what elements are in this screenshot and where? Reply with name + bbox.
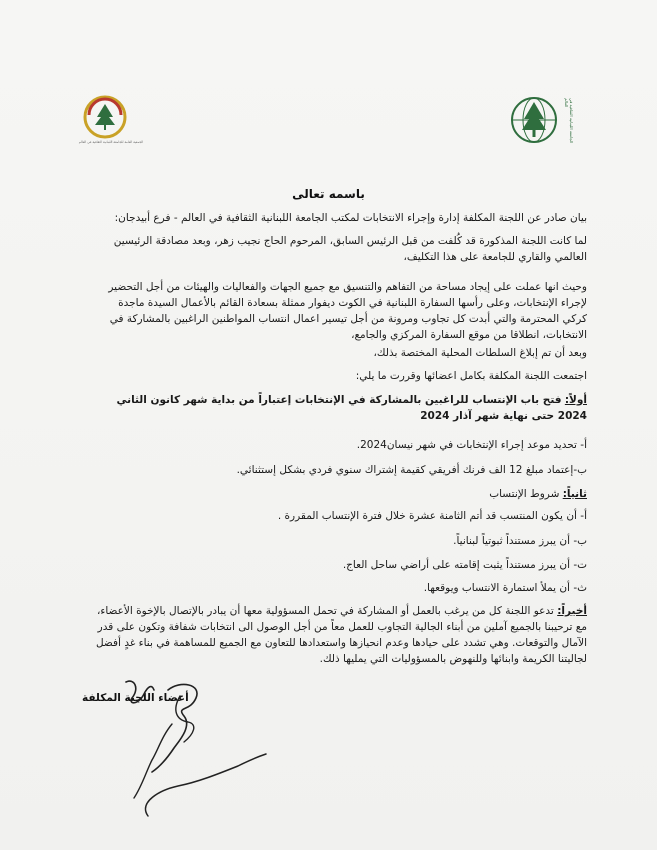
section-last xyxy=(96,603,587,667)
cedar-emblem-icon xyxy=(83,95,127,139)
first-label: أولاً: xyxy=(564,394,587,406)
condition-d: ث- أن يملأ استمارة الانتساب ويوقعها. xyxy=(423,582,587,594)
paragraph-coordination: وحيث انها عملت على إيجاد مساحة من التفاهم والتنسيق مع جميع الجهات والفعاليات والهيئات من أجل التحضير لإجراء الإنتخابات، وعلى رأسها السفارة اللبنانية في الكوت ديفوار ممثلة بسعادة القائم بالأعمال السيدة ماجدة كركي المحترمة والتي أبدت كل تجاوب ومرونة من أجل تيسير اعمال انتساب المواطنين الراغبين بالمشاركة في الانتخابات، انطلاقا من موقع السفارة المركزي والجامع، xyxy=(108,281,587,341)
intro-paragraph: بيان صادر عن اللجنة المكلفة إدارة وإجراء الانتخابات لمكتب الجامعة اللبنانية الثقافية في العالم - فرع أبيدجان: xyxy=(114,212,587,224)
last-text: تدعو اللجنة كل من يرغب بالعمل أو المشاركة في تحمل المسؤولية معها أن يبادر بالإتصال بالإخوة الأعضاء، مع ترحيبنا بالجميع آملين من أبناء الجالية التجاوب للعمل معاً من أجل الوصول الى انتخابات شفافة وتكون على قدر الآمال والتوقعات. وهي تشدد على حيادها وعدم انحيازها واستعدادها للتعاون مع الجميع للمساهمة في بناء غدٍ أفضل لجاليتنا الكريمة وابنائها وللنهوض بالمسؤوليات التي يمليها ذلك. xyxy=(95,605,587,665)
wluc-globe-cedar-icon xyxy=(508,95,560,145)
left-logo-caption: الجمعية العامة للجامعة اللبنانية الثقافية في العالم xyxy=(78,140,144,144)
second-label: ثانياً: xyxy=(562,488,587,500)
condition-b: ب- أن يبرز مستنداً ثبوتياً لبنانياً. xyxy=(453,535,587,547)
first-text: فتح باب الإنتساب للراغبين بالمشاركة في الإنتخابات إعتباراً من بداية شهر كانون الثاني 2024 حتى نهاية شهر آذار 2024 xyxy=(116,394,587,422)
item-b: ب-إعتماد مبلغ 12 الف فرنك أفريقي كقيمة إشتراك سنوي فردي بشكل إستثنائي. xyxy=(236,464,587,476)
second-text: شروط الإنتساب xyxy=(489,488,560,500)
right-logo-caption: الجامعة اللبنانية الثقافية في العالم xyxy=(564,98,574,144)
paragraph-authorities: وبعد أن تم إبلاغ السلطات المحلية المختصة بذلك، xyxy=(373,347,587,359)
last-label: أخيراً: xyxy=(557,605,587,617)
item-a: أ- تحديد موعد إجراء الإنتخابات في شهر نيسان2024. xyxy=(356,439,587,451)
paragraph-mandate: لما كانت اللجنة المذكورة قد كُلفت من قبل الرئيس السابق، المرحوم الحاج نجيب زهر، وبعد مصادقة الرئيسين العالمي والقاري للجامعة على هذا التكليف، xyxy=(113,235,587,263)
signature-label: أعضاء اللجنة المكلفة xyxy=(82,692,189,704)
paragraph-decision: اجتمعت اللجنة المكلفة بكامل اعضائها وقررت ما يلي: xyxy=(355,370,587,382)
condition-c: ت- أن يبرز مستنداً يثبت إقامته على أراضي ساحل العاج. xyxy=(342,559,587,571)
document-heading: باسمه تعالى xyxy=(292,187,365,201)
section-second xyxy=(489,486,587,502)
handwritten-signature xyxy=(118,676,268,826)
condition-a: أ- أن يكون المنتسب قد أتم الثامنة عشرة خلال فترة الإنتساب المقررة . xyxy=(277,510,587,522)
section-first xyxy=(96,392,587,424)
